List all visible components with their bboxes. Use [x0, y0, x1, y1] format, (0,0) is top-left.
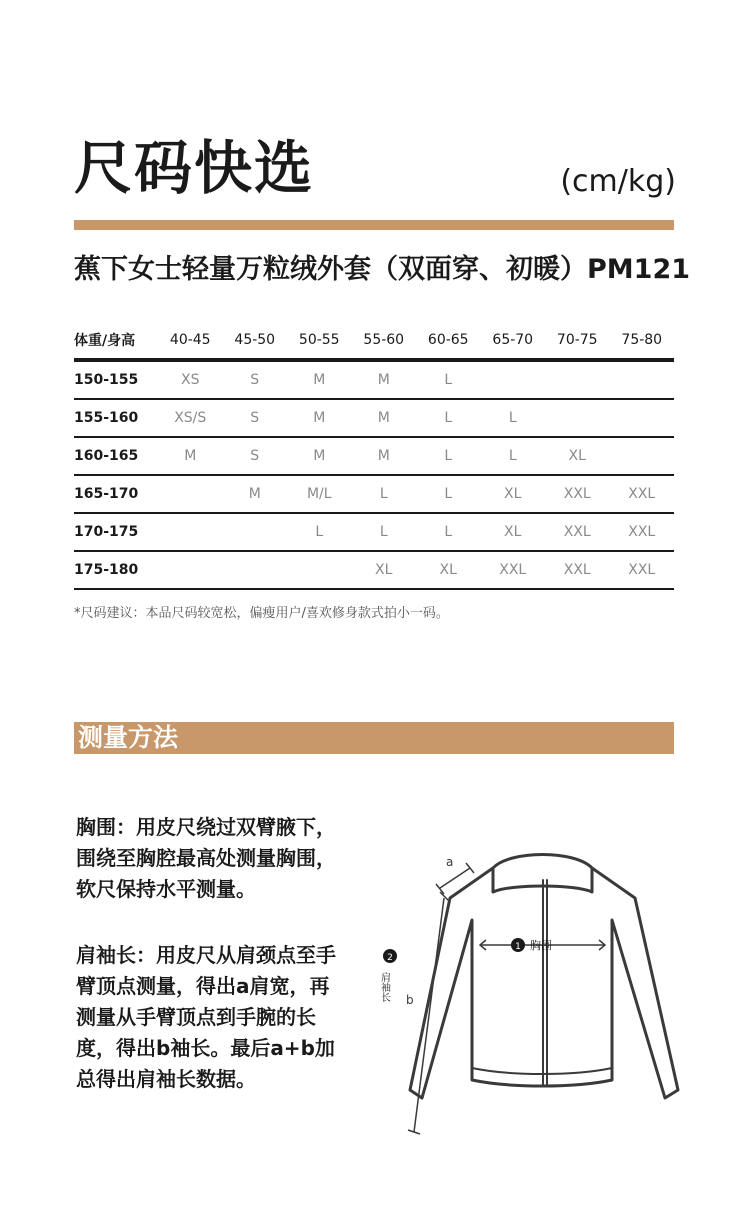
size-cell: M [287, 437, 352, 475]
size-cell: L [352, 475, 417, 513]
size-table-header-row [74, 322, 674, 360]
sleeve-length-label: 肩袖长 [378, 972, 390, 1002]
size-cell: L [481, 399, 546, 437]
sleeve-marker-number: 2 [387, 953, 393, 963]
size-cell: L [416, 513, 481, 551]
size-cell: M [158, 437, 223, 475]
size-cell: M [287, 360, 352, 399]
table-row [74, 360, 674, 399]
sleeve-label-b: b [406, 993, 414, 1007]
title-divider-bar [74, 220, 674, 230]
size-cell: XXL [610, 551, 675, 589]
table-corner-label: 体重/身高 [74, 322, 158, 360]
size-cell [223, 551, 288, 589]
size-cell [610, 360, 675, 399]
table-column-header: 60-65 [416, 322, 481, 360]
size-cell: M [287, 399, 352, 437]
section-title: 测量方法 [78, 723, 179, 752]
table-row [74, 399, 674, 437]
size-cell: XXL [481, 551, 546, 589]
size-cell: XL [416, 551, 481, 589]
size-note: *尺码建议：本品尺码较宽松，偏瘦用户/喜欢修身款式拍小一码。 [74, 606, 449, 621]
size-cell: XL [545, 437, 610, 475]
size-cell [545, 360, 610, 399]
size-cell: XL [481, 475, 546, 513]
size-cell: L [416, 399, 481, 437]
row-height-label: 170-175 [74, 513, 158, 551]
row-height-label: 175-180 [74, 551, 158, 589]
table-column-header: 70-75 [545, 322, 610, 360]
chest-marker-number: 1 [515, 942, 521, 952]
table-column-header: 45-50 [223, 322, 288, 360]
size-cell: M [352, 399, 417, 437]
table-column-header: 40-45 [158, 322, 223, 360]
table-column-header: 55-60 [352, 322, 417, 360]
size-cell [545, 399, 610, 437]
size-cell: L [481, 437, 546, 475]
row-height-label: 150-155 [74, 360, 158, 399]
chest-instruction: 胸围：用皮尺绕过双臂腋下，围绕至胸腔最高处测量胸围，软尺保持水平测量。 [76, 815, 336, 901]
row-height-label: 160-165 [74, 437, 158, 475]
size-cell [287, 551, 352, 589]
row-height-label: 155-160 [74, 399, 158, 437]
row-height-label: 165-170 [74, 475, 158, 513]
table-row [74, 437, 674, 475]
size-cell: XS/S [158, 399, 223, 437]
table-row [74, 513, 674, 551]
size-cell: L [416, 360, 481, 399]
size-table [74, 322, 674, 590]
size-cell [158, 475, 223, 513]
sleeve-instruction: 肩袖长：用皮尺从肩颈点至手臂顶点测量，得出a肩宽，再测量从手臂顶点到手腕的长度，得出b袖长。最后a+b加总得出肩袖长数据。 [76, 943, 336, 1091]
size-cell: M [223, 475, 288, 513]
size-cell: S [223, 399, 288, 437]
size-cell: XXL [545, 475, 610, 513]
size-cell: M [352, 360, 417, 399]
size-cell [610, 437, 675, 475]
size-cell: XL [481, 513, 546, 551]
size-cell: S [223, 437, 288, 475]
shoulder-label-a: a [446, 855, 454, 869]
table-column-header: 75-80 [610, 322, 675, 360]
size-cell: S [223, 360, 288, 399]
page-title: 尺码快选 [74, 134, 315, 202]
size-cell [158, 551, 223, 589]
table-row [74, 551, 674, 589]
table-column-header: 65-70 [481, 322, 546, 360]
unit-label: (cm/kg) [560, 164, 676, 199]
size-cell: M [352, 437, 417, 475]
size-cell: L [352, 513, 417, 551]
jacket-measurement-diagram [360, 840, 690, 1150]
size-cell: L [416, 475, 481, 513]
size-cell: XXL [610, 475, 675, 513]
table-column-header: 50-55 [287, 322, 352, 360]
size-cell: L [416, 437, 481, 475]
size-table-body [74, 360, 674, 589]
size-cell: XXL [610, 513, 675, 551]
chest-label: 胸围 [530, 939, 552, 952]
size-cell [158, 513, 223, 551]
size-cell [610, 399, 675, 437]
size-cell: XXL [545, 513, 610, 551]
size-cell: XXL [545, 551, 610, 589]
size-cell: XL [352, 551, 417, 589]
size-cell: XS [158, 360, 223, 399]
size-cell: L [287, 513, 352, 551]
size-cell [223, 513, 288, 551]
table-row [74, 475, 674, 513]
size-cell [481, 360, 546, 399]
size-cell: M/L [287, 475, 352, 513]
product-name: 蕉下女士轻量万粒绒外套（双面穿、初暖）PM121 [74, 254, 691, 285]
